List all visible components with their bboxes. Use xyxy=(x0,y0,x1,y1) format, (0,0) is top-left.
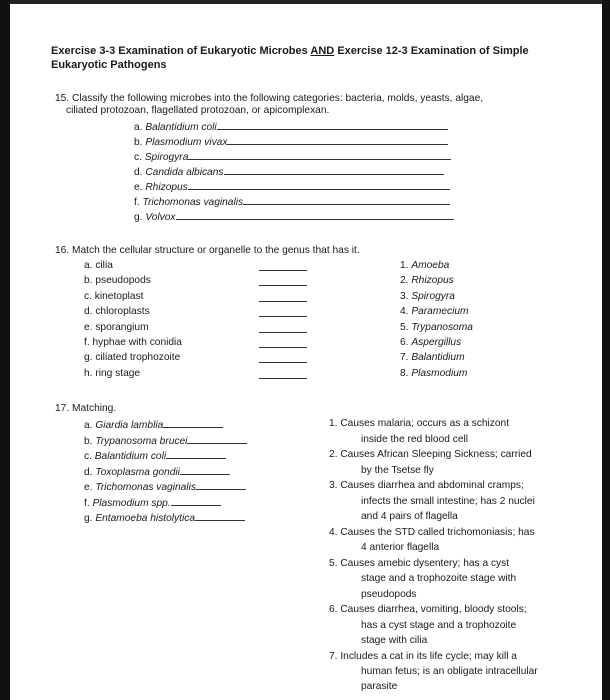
q17-description: 7. Includes a cat in its life cycle; may kill a xyxy=(329,651,517,662)
q17-description: 6. Causes diarrhea, vomiting, bloody stools; xyxy=(329,604,527,615)
q17-description: 3. Causes diarrhea and abdominal cramps; xyxy=(329,480,524,491)
genus-name: Plasmodium xyxy=(411,368,468,379)
answer-blank[interactable] xyxy=(188,180,450,190)
q16-structure: b. pseudopods xyxy=(84,275,151,286)
q15-item-b xyxy=(134,135,448,149)
organism-name: Giardia lamblia xyxy=(95,420,164,431)
genus-name: Amoeba xyxy=(411,260,450,271)
answer-blank[interactable] xyxy=(227,135,448,145)
item-name: Spirogyra xyxy=(144,152,189,163)
q16-genus xyxy=(400,260,449,272)
q16-prompt: 16. Match the cellular structure or organelle to the genus that has it. xyxy=(55,245,360,256)
genus-num: 7. xyxy=(400,352,412,363)
organism-letter: d. xyxy=(84,467,96,478)
q17-description: human fetus; is an obligate intracellular xyxy=(361,666,538,677)
answer-blank[interactable] xyxy=(176,210,454,220)
q16-structure: f. hyphae with conidia xyxy=(84,337,182,348)
answer-blank[interactable] xyxy=(180,465,230,475)
q16-structure: a. cilia xyxy=(84,260,113,271)
q16-genus xyxy=(400,368,467,380)
answer-blank[interactable] xyxy=(224,165,444,175)
answer-blank[interactable] xyxy=(259,378,307,379)
genus-name: Balantidium xyxy=(411,352,465,363)
genus-num: 5. xyxy=(400,322,412,333)
answer-blank[interactable] xyxy=(259,332,307,333)
item-name: Trichomonas vaginalis xyxy=(142,197,244,208)
answer-blank[interactable] xyxy=(259,316,307,317)
answer-blank[interactable] xyxy=(259,362,307,363)
answer-blank[interactable] xyxy=(163,418,223,428)
genus-name: Rhizopus xyxy=(411,275,454,286)
title-and: AND xyxy=(310,45,335,57)
q16-genus xyxy=(400,352,465,364)
q17-description: stage and a trophozoite stage with xyxy=(361,573,517,584)
q15-prompt-line1: 15. Classify the following microbes into the following categories: bacteria, molds, yeasts, algae, xyxy=(55,93,484,104)
genus-name: Paramecium xyxy=(411,306,469,317)
q17-description: and 4 pairs of flagella xyxy=(361,511,458,522)
q16-structure: d. chloroplasts xyxy=(84,306,150,317)
q17-organism xyxy=(84,449,226,463)
q17-organism xyxy=(84,465,230,479)
q15-prompt-line2: ciliated protozoan, flagellated protozoan, or apicomplexan. xyxy=(66,105,330,116)
organism-name: Toxoplasma gondii xyxy=(95,467,180,478)
q15-item-g xyxy=(134,210,454,224)
q17-description: stage with cilia xyxy=(361,635,428,646)
q17-organism xyxy=(84,511,245,525)
organism-letter: a. xyxy=(84,420,96,431)
page-title xyxy=(51,45,529,58)
q17-description: infects the small intestine; has 2 nuclei xyxy=(361,496,535,507)
genus-num: 8. xyxy=(400,368,412,379)
q17-organism xyxy=(84,496,221,510)
q17-description: 4 anterior flagella xyxy=(361,542,440,553)
q17-description: pseudopods xyxy=(361,589,417,600)
answer-blank[interactable] xyxy=(217,120,448,130)
item-letter: b. xyxy=(134,137,146,148)
q17-description: 4. Causes the STD called trichomoniasis; has xyxy=(329,527,535,538)
q16-structure: g. ciliated trophozoite xyxy=(84,352,181,363)
item-name: Candida albicans xyxy=(145,167,224,178)
q16-genus xyxy=(400,291,455,303)
organism-name: Entamoeba histolytica xyxy=(95,513,195,524)
q16-genus xyxy=(400,337,461,349)
answer-blank[interactable] xyxy=(259,301,307,302)
item-letter: g. xyxy=(134,212,146,223)
organism-letter: c. xyxy=(84,451,95,462)
answer-blank[interactable] xyxy=(166,449,226,459)
item-letter: c. xyxy=(134,152,145,163)
q17-description: 5. Causes amebic dysentery; has a cyst xyxy=(329,558,510,569)
photo-edge-left xyxy=(0,0,10,700)
item-letter: f. xyxy=(134,197,143,208)
organism-name: Trypanosoma brucei xyxy=(95,436,188,447)
organism-name: Trichomonas vaginalis xyxy=(95,482,196,493)
q17-organism xyxy=(84,434,247,448)
item-letter: a. xyxy=(134,122,146,133)
item-name: Plasmodium vivax xyxy=(145,137,228,148)
answer-blank[interactable] xyxy=(243,195,450,205)
genus-num: 1. xyxy=(400,260,412,271)
q17-description: inside the red blood cell xyxy=(361,434,469,445)
answer-blank[interactable] xyxy=(259,347,307,348)
q15-item-c xyxy=(134,150,451,164)
worksheet-page xyxy=(14,4,596,700)
q17-description: parasite xyxy=(361,681,398,692)
q16-genus xyxy=(400,275,454,287)
q16-structure: h. ring stage xyxy=(84,368,141,379)
answer-blank[interactable] xyxy=(171,496,221,506)
item-letter: d. xyxy=(134,167,146,178)
q15-item-d xyxy=(134,165,444,179)
q17-description: by the Tsetse fly xyxy=(361,465,434,476)
q15-item-a xyxy=(134,120,448,134)
q17-description: 2. Causes African Sleeping Sickness; carried xyxy=(329,449,532,460)
page-title-line2: Eukaryotic Pathogens xyxy=(51,59,167,71)
q17-description: 1. Causes malaria; occurs as a schizont xyxy=(329,418,510,429)
q16-genus xyxy=(400,306,469,318)
genus-name: Spirogyra xyxy=(411,291,455,302)
answer-blank[interactable] xyxy=(187,434,247,444)
genus-num: 6. xyxy=(400,337,412,348)
q17-organism xyxy=(84,418,223,432)
answer-blank[interactable] xyxy=(188,150,451,160)
organism-letter: g. xyxy=(84,513,96,524)
photo-edge-right xyxy=(602,0,610,700)
title-part1: Exercise 3-3 Examination of Eukaryotic Microbes xyxy=(51,45,311,57)
title-part2: Exercise 12-3 Examination of Simple xyxy=(334,45,529,57)
q16-genus xyxy=(400,322,473,334)
q17-prompt: 17. Matching. xyxy=(55,403,117,414)
genus-name: Aspergillus xyxy=(411,337,462,348)
genus-num: 2. xyxy=(400,275,412,286)
item-letter: e. xyxy=(134,182,146,193)
q15-item-e xyxy=(134,180,450,194)
genus-num: 3. xyxy=(400,291,412,302)
q15-item-f xyxy=(134,195,450,209)
answer-blank[interactable] xyxy=(195,511,245,521)
organism-name: Plasmodium spp. xyxy=(92,498,171,509)
answer-blank[interactable] xyxy=(259,285,307,286)
organism-name: Balantidium coli xyxy=(94,451,167,462)
item-name: Volvox xyxy=(145,212,176,223)
answer-blank[interactable] xyxy=(259,270,307,271)
organism-letter: b. xyxy=(84,436,96,447)
item-name: Balantidium coli xyxy=(145,122,217,133)
organism-letter: f. xyxy=(84,498,93,509)
answer-blank[interactable] xyxy=(196,480,246,490)
q17-description: has a cyst stage and a trophozoite xyxy=(361,620,517,631)
item-name: Rhizopus xyxy=(145,182,188,193)
q17-organism xyxy=(84,480,246,494)
genus-name: Trypanosoma xyxy=(411,322,473,333)
genus-num: 4. xyxy=(400,306,412,317)
organism-letter: e. xyxy=(84,482,96,493)
q16-structure: c. kinetoplast xyxy=(84,291,144,302)
q16-structure: e. sporangium xyxy=(84,322,149,333)
